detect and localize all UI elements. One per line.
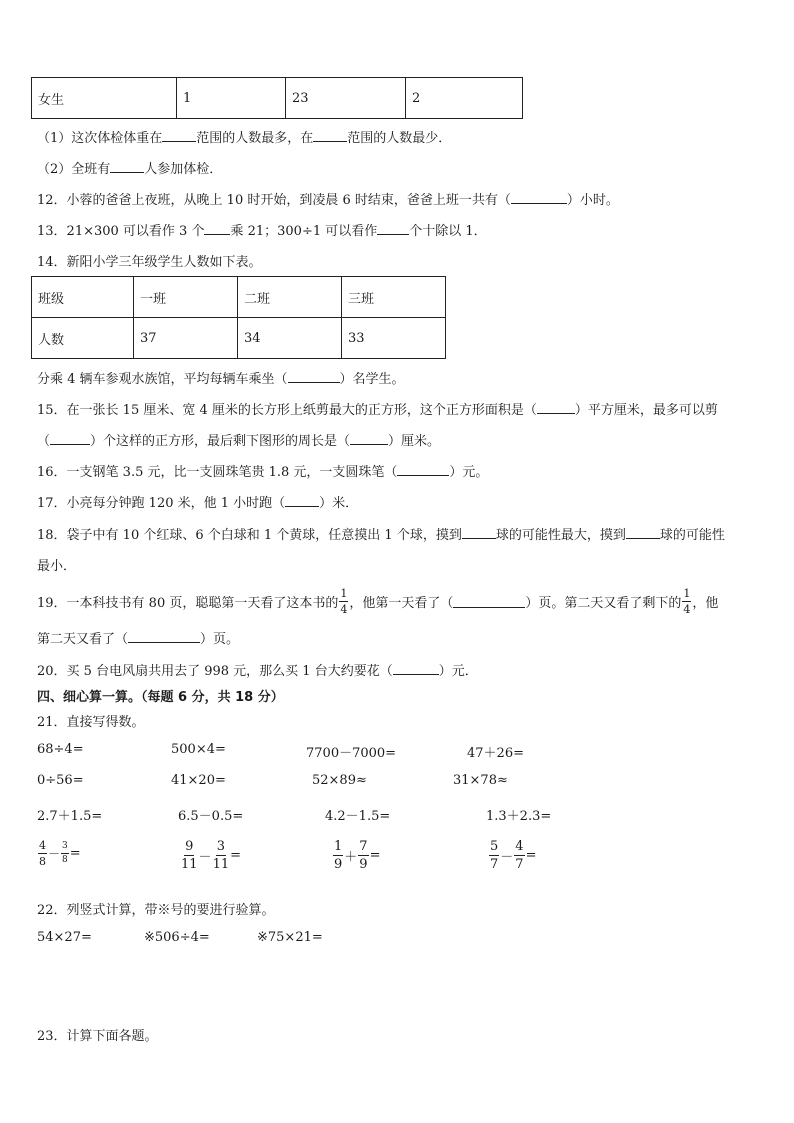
section-4-heading: 四、细心算一算。（每题 6 分，共 18 分）	[37, 690, 284, 705]
answer-blank[interactable]	[397, 463, 449, 476]
question-18-line1: 18．袋子中有 10 个红球、6 个白球和 1 个黄球，任意摸出 1 个球，摸到 球的可能性最大，摸到 球的可能性	[37, 528, 725, 543]
fraction-calc-item: $\frac{4}{8}$ － $\frac{3}{8}$ =	[39, 839, 81, 868]
fraction: $\frac{7}{9}$	[359, 839, 368, 872]
answer-blank[interactable]	[453, 595, 525, 608]
table-header: 三班	[342, 277, 446, 318]
question-15-line2: （ ）个这样的正方形，最后剩下图形的周长是（ ）厘米。	[37, 434, 441, 449]
calc-item: 52×89≈	[312, 773, 367, 788]
calc-item: 31×78≈	[453, 773, 508, 788]
table-cell: 2	[406, 78, 523, 119]
answer-blank[interactable]	[285, 494, 319, 507]
q11-part1: （1）这次体检体重在 范围的人数最多，在 范围的人数最少．	[37, 131, 452, 146]
question-13: 13．21×300 可以看作 3 个 乘 21；300÷1 可以看作 个十除以 1．	[37, 224, 487, 239]
table-cell: 34	[238, 318, 342, 359]
q11-part2: （2）全班有 人参加体检．	[37, 162, 223, 177]
fraction: $\frac{1}{4}$	[683, 587, 691, 616]
fraction-calc-item: $\frac{9}{11}$ － $\frac{3}{11}$ =	[181, 839, 242, 872]
answer-blank[interactable]	[393, 662, 439, 675]
calc-item: 6.5－0.5=	[178, 809, 244, 824]
question-23-title: 23．计算下面各题。	[37, 1029, 158, 1044]
answer-blank[interactable]	[288, 370, 340, 383]
fraction: $\frac{3}{11}$	[212, 839, 230, 872]
question-18-line2: 最小．	[37, 559, 77, 574]
calc-item: 41×20=	[171, 773, 226, 788]
question-17: 17．小亮每分钟跑 120 米，他 1 小时跑（ ）米．	[37, 496, 359, 511]
fraction: $\frac{3}{8}$	[62, 841, 68, 865]
calc-item: ※75×21=	[257, 930, 323, 945]
question-14-title: 14．新阳小学三年级学生人数如下表。	[37, 255, 262, 270]
answer-blank[interactable]	[377, 222, 409, 235]
fraction: $\frac{1}{4}$	[340, 587, 348, 616]
fraction: $\frac{4}{7}$	[515, 839, 524, 872]
question-20: 20．买 5 台电风扇共用去了 998 元，那么买 1 台大约要花（ ）元．	[37, 664, 478, 679]
calc-item: 47＋26=	[467, 746, 524, 761]
calc-item: 500×4=	[171, 742, 226, 757]
fraction: $\frac{4}{8}$	[39, 839, 46, 868]
question-19-line2: 第二天又看了（ ）页。	[37, 632, 240, 647]
weight-table-fragment	[31, 77, 523, 119]
answer-blank[interactable]	[162, 129, 196, 142]
answer-blank[interactable]	[128, 630, 200, 643]
calc-item: 1.3＋2.3=	[486, 809, 552, 824]
answer-blank[interactable]	[350, 432, 388, 445]
answer-blank[interactable]	[462, 526, 496, 539]
answer-blank[interactable]	[626, 526, 660, 539]
calc-item: ※506÷4=	[144, 930, 210, 945]
fraction-calc-item: $\frac{5}{7}$ － $\frac{4}{7}$ =	[490, 839, 537, 872]
question-12: 12．小蓉的爸爸上夜班，从晚上 10 时开始，到凌晨 6 时结束，爸爸上班一共有（ ）小时。	[37, 193, 619, 208]
calc-item: 68÷4=	[37, 742, 84, 757]
table-cell: 37	[134, 318, 238, 359]
table-header: 一班	[134, 277, 238, 318]
answer-blank[interactable]	[110, 160, 144, 173]
fraction: $\frac{5}{7}$	[490, 839, 499, 872]
question-15-line1: 15．在一张长 15 厘米、宽 4 厘米的长方形上纸剪最大的正方形，这个正方形面积是（ ）平方厘米，最多可以剪	[37, 403, 718, 418]
calc-item: 0÷56=	[37, 773, 84, 788]
calc-item: 54×27=	[37, 930, 92, 945]
question-22-title: 22．列竖式计算，带※号的要进行验算。	[37, 903, 275, 918]
answer-blank[interactable]	[313, 129, 347, 142]
table-header: 班级	[32, 277, 134, 318]
table-cell: 33	[342, 318, 446, 359]
answer-blank[interactable]	[537, 401, 575, 414]
table-cell: 1	[177, 78, 286, 119]
calc-item: 2.7＋1.5=	[37, 809, 103, 824]
answer-blank[interactable]	[511, 191, 567, 204]
question-19-line1: 19．一本科技书有 80 页，聪聪第一天看了这本书的 $\frac{1}{4}$ ，他第一天看了（ ）页。第二天又看了剩下的 $\frac{1}{4}$ ，他	[37, 587, 719, 616]
table-cell: 23	[286, 78, 406, 119]
calc-item: 7700－7000=	[306, 746, 397, 761]
class-size-table	[31, 276, 446, 359]
question-21-title: 21．直接写得数。	[37, 715, 145, 730]
table-header: 二班	[238, 277, 342, 318]
question-16: 16．一支钢笔 3.5 元，比一支圆珠笔贵 1.8 元，一支圆珠笔（ ）元。	[37, 465, 489, 480]
answer-blank[interactable]	[204, 222, 230, 235]
table-cell: 女生	[32, 78, 177, 119]
question-14-text: 分乘 4 辆车参观水族馆，平均每辆车乘坐（ ）名学生。	[37, 372, 405, 387]
answer-blank[interactable]	[50, 432, 90, 445]
calc-item: 4.2－1.5=	[325, 809, 391, 824]
fraction: $\frac{1}{9}$	[334, 839, 343, 872]
table-cell: 人数	[32, 318, 134, 359]
fraction-calc-item: $\frac{1}{9}$ ＋ $\frac{7}{9}$ =	[334, 839, 381, 872]
fraction: $\frac{9}{11}$	[181, 839, 198, 872]
